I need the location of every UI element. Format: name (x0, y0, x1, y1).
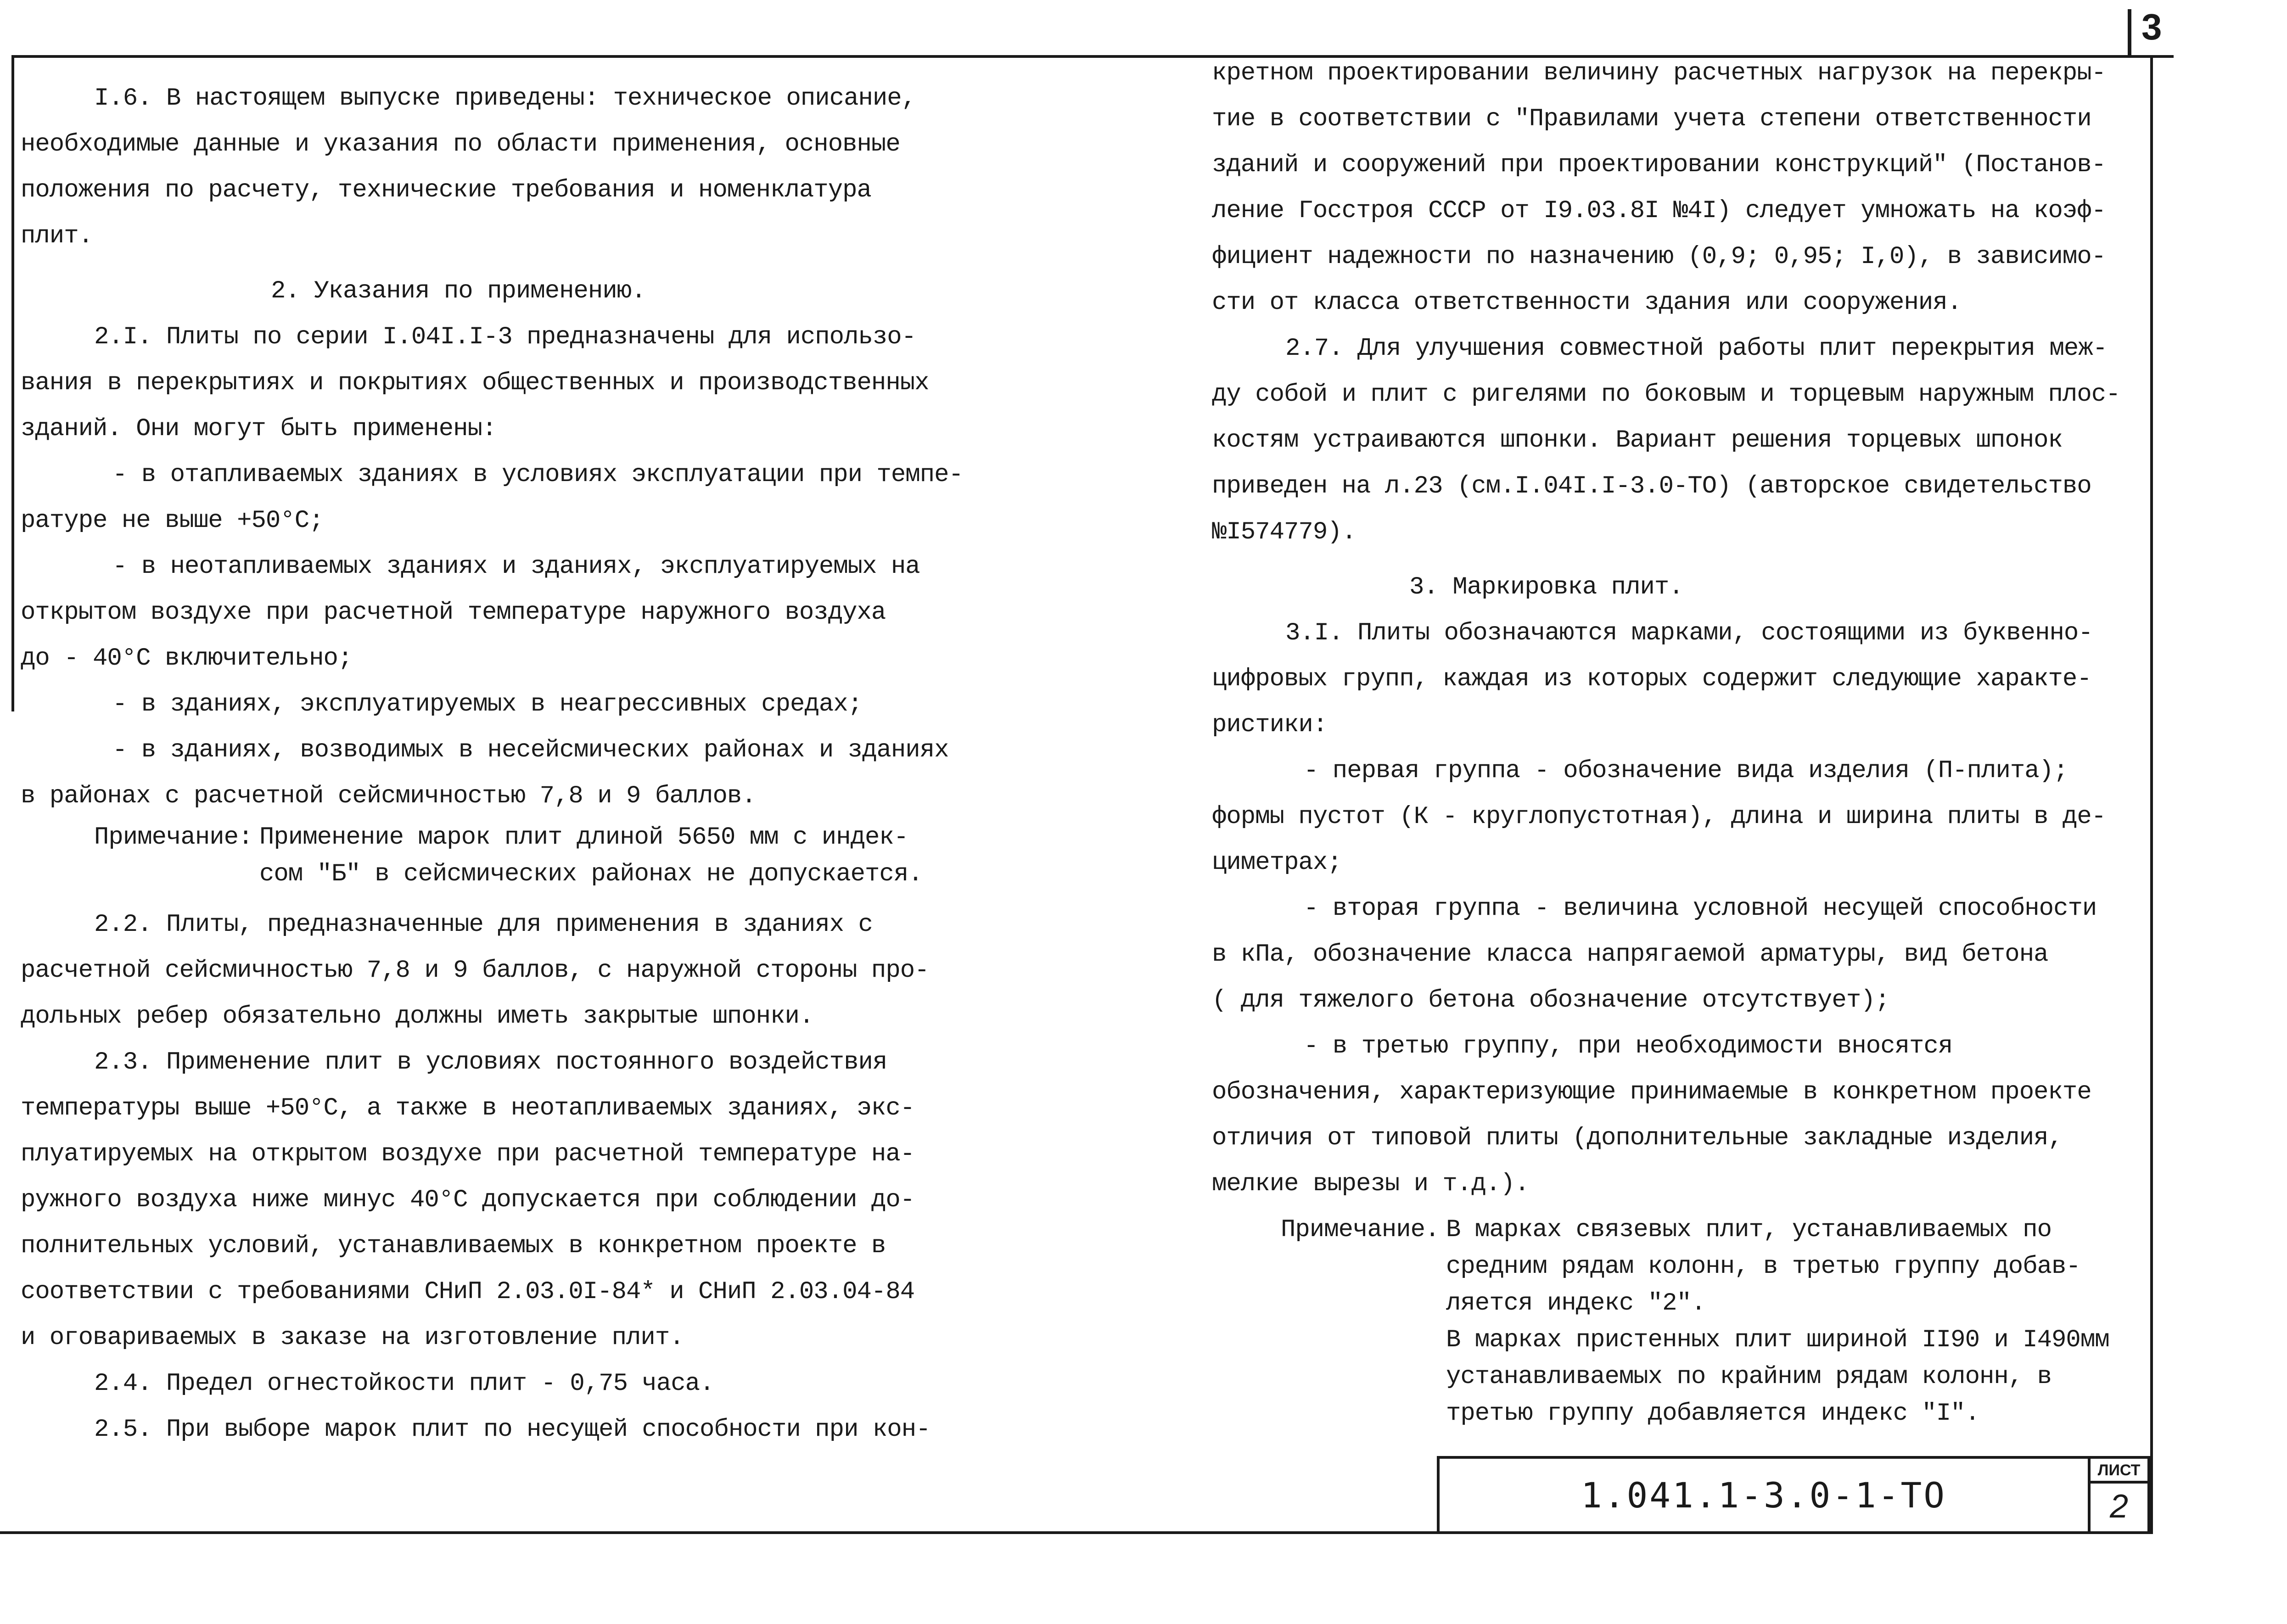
paragraph-2-3 (21, 1040, 943, 1361)
note-label: Примечание: (94, 823, 253, 851)
text-line: фициент надежности по назначению (0,9; 0,95; I,0), в зависимо- (1212, 243, 2106, 271)
text-line: тие в соответствии с "Правилами учета степени ответственности (1212, 105, 2091, 133)
text-line: 2.7. Для улучшения совместной работы плит перекрытия меж- (1285, 335, 2108, 363)
text-line: и оговариваемых в заказе на изготовление плит. (21, 1324, 684, 1352)
text-line: зданий. Они могут быть применены: (21, 415, 497, 443)
text-line: цифровых групп, каждая из которых содержит следующие характе- (1212, 665, 2091, 693)
text-line: - в третью группу, при необходимости вносятся (1304, 1032, 1953, 1060)
text-line: 2.2. Плиты, предназначенные для применения в зданиях с (94, 911, 873, 939)
text-line: ( для тяжелого бетона обозначение отсутствует); (1212, 986, 1890, 1014)
paragraph-2-4: 2.4. Предел огнестойкости плит - 0,75 часа. (94, 1370, 714, 1398)
paragraph-2-5-continued (1212, 50, 2148, 326)
frame-right-line (2150, 55, 2153, 1534)
text-line: сом "Б" в сейсмических районах не допускается. (259, 860, 923, 888)
text-line: Применение марок плит длиной 5650 мм с индек- (259, 823, 908, 851)
text-line: циметрах; (1212, 849, 1342, 877)
note-text (259, 819, 943, 893)
text-line: полнительных условий, устанавливаемых в конкретном проекте в (21, 1232, 886, 1260)
list-item (21, 452, 963, 544)
list-item (1212, 1024, 2148, 1207)
text-line: сти от класса ответственности здания или сооружения. (1212, 289, 1962, 317)
paragraph-2-1 (21, 314, 943, 452)
text-line: дольных ребер обязательно должны иметь закрытые шпонки. (21, 1002, 814, 1030)
paragraph-2-2 (21, 902, 943, 1040)
text-line: отличия от типовой плиты (дополнительные закладные изделия, (1212, 1124, 2063, 1152)
text-line: приведен на л.23 (см.I.04I.I-3.0-ТО) (авторское свидетельство (1212, 472, 2091, 500)
text-line: 2.3. Применение плит в условиях постоянного воздействия (94, 1048, 887, 1076)
text-line: третью группу добавляется индекс "I". (1446, 1400, 1979, 1428)
text-line: средним рядам колонн, в третью группу добав- (1446, 1253, 2080, 1281)
section-2-title: 2. Указания по применению. (271, 277, 646, 305)
text-line: температуры выше +50°С, а также в неотапливаемых зданиях, экс- (21, 1094, 915, 1122)
text-line: ду собой и плит с ригелями по боковым и торцевым наружным плос- (1212, 381, 2120, 409)
text-line: формы пустот (К - круглопустотная), длина и ширина плиты в де- (1212, 803, 2106, 831)
list-item (1212, 748, 2148, 886)
list-item (21, 728, 949, 819)
left-column (21, 76, 963, 1453)
text-line: ристики: (1212, 711, 1328, 739)
text-line: в районах с расчетной сейсмичностью 7,8 и 9 баллов. (21, 782, 756, 810)
note-block (1212, 1212, 2148, 1432)
text-line: 3.I. Плиты обозначаются марками, состоящими из буквенно- (1285, 619, 2093, 647)
list-item (1212, 886, 2148, 1024)
text-line: вания в перекрытиях и покрытиях общественных и производственных (21, 369, 929, 397)
text-line: В марках связевых плит, устанавливаемых по (1446, 1216, 2052, 1244)
note-text (1446, 1212, 2148, 1432)
title-block-stamp (1437, 1456, 2150, 1534)
text-line: I.6. В настоящем выпуске приведены: техническое описание, (94, 84, 916, 112)
text-line: кретном проектировании величину расчетных нагрузок на перекры- (1212, 59, 2106, 87)
text-line: зданий и сооружений при проектировании конструкций" (Постанов- (1212, 151, 2106, 179)
text-line: - в зданиях, эксплуатируемых в неагрессивных средах; (112, 690, 863, 718)
text-line: - в зданиях, возводимых в несейсмических районах и зданиях (112, 736, 949, 764)
text-line: ляется индекс "2". (1446, 1289, 1706, 1317)
text-line: ратуре не выше +50°С; (21, 507, 324, 535)
text-line: ружного воздуха ниже минус 40°С допускается при соблюдении до- (21, 1186, 915, 1214)
text-line: устанавливаемых по крайним рядам колонн, в (1446, 1363, 2052, 1391)
sheet-number: 2 (2109, 1488, 2129, 1525)
text-line: открытом воздухе при расчетной температуре наружного воздуха (21, 599, 886, 627)
section-3-title: 3. Маркировка плит. (1409, 573, 1683, 601)
text-line: мелкие вырезы и т.д.). (1212, 1170, 1529, 1198)
sheet-cell (2088, 1459, 2147, 1531)
text-line: положения по расчету, технические требования и номенклатура (21, 176, 871, 204)
document-code: 1.041.1-3.0-1-ТО (1581, 1474, 1947, 1516)
note-label: Примечание. (1281, 1216, 1440, 1244)
text-line: необходимые данные и указания по области применения, основные (21, 130, 900, 158)
text-line: - в отапливаемых зданиях в условиях эксплуатации при темпе- (112, 461, 963, 489)
text-line: плуатируемых на открытом воздухе при расчетной температуре на- (21, 1140, 915, 1168)
text-line: соответствии с требованиями СНиП 2.03.0I-84* и СНиП 2.03.04-84 (21, 1278, 915, 1306)
text-line: костям устраиваются шпонки. Вариант решения торцевых шпонок (1212, 426, 2063, 454)
text-line: в кПа, обозначение класса напрягаемой арматуры, вид бетона (1212, 941, 2048, 969)
list-item (21, 544, 943, 682)
text-line: расчетной сейсмичностью 7,8 и 9 баллов, с наружной стороны про- (21, 957, 929, 985)
text-line: до - 40°С включительно; (21, 644, 353, 672)
note-block (21, 819, 943, 902)
sheet-label: ЛИСТ (2091, 1459, 2147, 1484)
text-line: обозначения, характеризующие принимаемые в конкретном проекте (1212, 1078, 2091, 1106)
text-line: №I574779). (1212, 518, 1357, 546)
paragraph-1-6 (21, 76, 943, 259)
paragraph-2-5: 2.5. При выборе марок плит по несущей способности при кон- (94, 1416, 930, 1444)
right-column (1212, 50, 2148, 1432)
text-line: - вторая группа - величина условной несущей способности (1304, 895, 2097, 923)
text-line: - в неотапливаемых зданиях и зданиях, эксплуатируемых на (112, 553, 920, 581)
text-line: 2.I. Плиты по серии I.04I.I-3 предназначены для использо- (94, 323, 916, 351)
text-line: ление Госстроя СССР от I9.03.8I №4I) следует умножать на коэф- (1212, 197, 2106, 225)
text-line: В марках пристенных плит шириной II90 и I490мм (1446, 1326, 2109, 1354)
page-number-tick (2128, 9, 2131, 57)
paragraph-2-7 (1212, 326, 2148, 555)
list-item (21, 682, 943, 728)
text-line: плит. (21, 222, 93, 250)
page-number: 3 (2141, 6, 2162, 47)
frame-left-line (11, 55, 14, 711)
text-line: - первая группа - обозначение вида изделия (П-плита); (1304, 757, 2068, 785)
paragraph-3-1 (1212, 610, 2148, 748)
